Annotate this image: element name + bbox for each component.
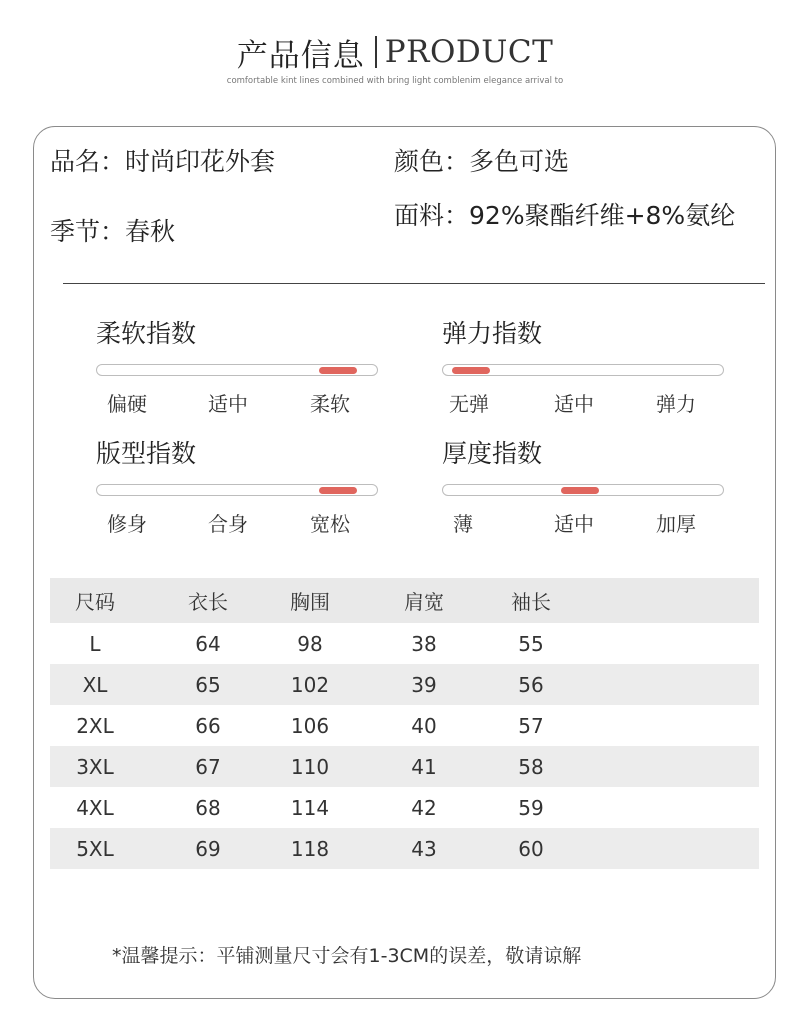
cell-shoulder: 42: [411, 795, 437, 820]
cell-size: XL: [82, 672, 108, 697]
cell-sleeve: 56: [518, 672, 544, 697]
cell-chest: 114: [290, 795, 330, 820]
header-chest: 胸围: [290, 590, 330, 614]
cell-chest: 98: [297, 631, 323, 656]
thickness-label-mid: 适中: [554, 512, 594, 536]
cell-size: 4XL: [76, 795, 114, 820]
elasticity-index-marker: [452, 367, 490, 374]
cell-size: 5XL: [76, 836, 114, 861]
cell-length: 69: [195, 836, 221, 861]
cell-chest: 110: [290, 754, 330, 779]
cell-length: 66: [195, 713, 221, 738]
softness-index-title: 柔软指数: [96, 319, 197, 348]
cell-chest: 106: [290, 713, 330, 738]
title-separator: [375, 36, 377, 68]
thickness-index-marker: [561, 487, 599, 494]
cell-sleeve: 55: [518, 631, 544, 656]
title-english: PRODUCT: [384, 34, 554, 70]
thickness-index-track: [442, 484, 724, 496]
product-season-label: 季节：: [50, 217, 126, 246]
product-fabric-value: 92%聚酯纤维+8%氨纶: [469, 201, 736, 230]
fit-index: [96, 434, 378, 534]
thickness-index-title: 厚度指数: [442, 439, 543, 468]
fit-index-track: [96, 484, 378, 496]
cell-length: 68: [195, 795, 221, 820]
size-table: [50, 578, 759, 869]
measurement-note: *温馨提示：平铺测量尺寸会有1-3CM的误差，敬请谅解: [112, 945, 582, 967]
fit-index-title: 版型指数: [96, 439, 197, 468]
product-name-label: 品名：: [50, 147, 126, 176]
cell-size: 3XL: [76, 754, 114, 779]
cell-sleeve: 58: [518, 754, 544, 779]
thickness-label-high: 加厚: [656, 512, 696, 536]
cell-length: 64: [195, 631, 221, 656]
product-season-value: 春秋: [125, 217, 176, 246]
softness-index-track: [96, 364, 378, 376]
title-chinese: 产品信息: [236, 37, 365, 74]
fit-index-marker: [319, 487, 357, 494]
cell-size: L: [89, 631, 101, 656]
product-season: [50, 212, 175, 248]
elasticity-index-title: 弹力指数: [442, 319, 543, 348]
fit-label-mid: 合身: [208, 512, 248, 536]
cell-chest: 118: [290, 836, 330, 861]
product-fabric: [394, 196, 735, 232]
table-row: [50, 828, 759, 869]
softness-index: [96, 314, 378, 414]
cell-sleeve: 59: [518, 795, 544, 820]
cell-sleeve: 60: [518, 836, 544, 861]
elasticity-label-low: 无弹: [449, 392, 489, 416]
softness-label-low: 偏硬: [107, 392, 147, 416]
table-row: [50, 705, 759, 746]
cell-chest: 102: [290, 672, 330, 697]
header-sleeve: 袖长: [511, 590, 551, 614]
table-row: [50, 664, 759, 705]
softness-label-high: 柔软: [310, 392, 350, 416]
header-size: 尺码: [75, 590, 115, 614]
softness-label-mid: 适中: [208, 392, 248, 416]
elasticity-index: [442, 314, 724, 414]
table-row: [50, 746, 759, 787]
fit-label-low: 修身: [107, 512, 147, 536]
cell-shoulder: 39: [411, 672, 437, 697]
table-row: [50, 623, 759, 664]
cell-shoulder: 38: [411, 631, 437, 656]
header-shoulder: 肩宽: [404, 590, 444, 614]
cell-size: 2XL: [76, 713, 114, 738]
elasticity-index-track: [442, 364, 724, 376]
cell-shoulder: 43: [411, 836, 437, 861]
product-color-label: 颜色：: [394, 147, 470, 176]
product-name-value: 时尚印花外套: [125, 147, 276, 176]
softness-index-marker: [319, 367, 357, 374]
header-subtitle: comfortable kint lines combined with bring light comblenim elegance arrival to: [226, 76, 564, 86]
fit-label-high: 宽松: [310, 512, 350, 536]
elasticity-label-high: 弹力: [656, 392, 696, 416]
product-color: [394, 142, 569, 178]
cell-sleeve: 57: [518, 713, 544, 738]
product-name: [50, 142, 275, 178]
cell-shoulder: 41: [411, 754, 437, 779]
elasticity-label-mid: 适中: [554, 392, 594, 416]
product-header: [0, 30, 790, 86]
table-row: [50, 787, 759, 828]
product-fabric-label: 面料：: [394, 201, 470, 230]
section-divider: [63, 283, 765, 284]
cell-length: 65: [195, 672, 221, 697]
product-color-value: 多色可选: [469, 147, 570, 176]
thickness-index: [442, 434, 724, 534]
header-length: 衣长: [188, 590, 228, 614]
cell-shoulder: 40: [411, 713, 437, 738]
cell-length: 67: [195, 754, 221, 779]
thickness-label-low: 薄: [453, 512, 473, 536]
size-table-header: [50, 578, 759, 623]
